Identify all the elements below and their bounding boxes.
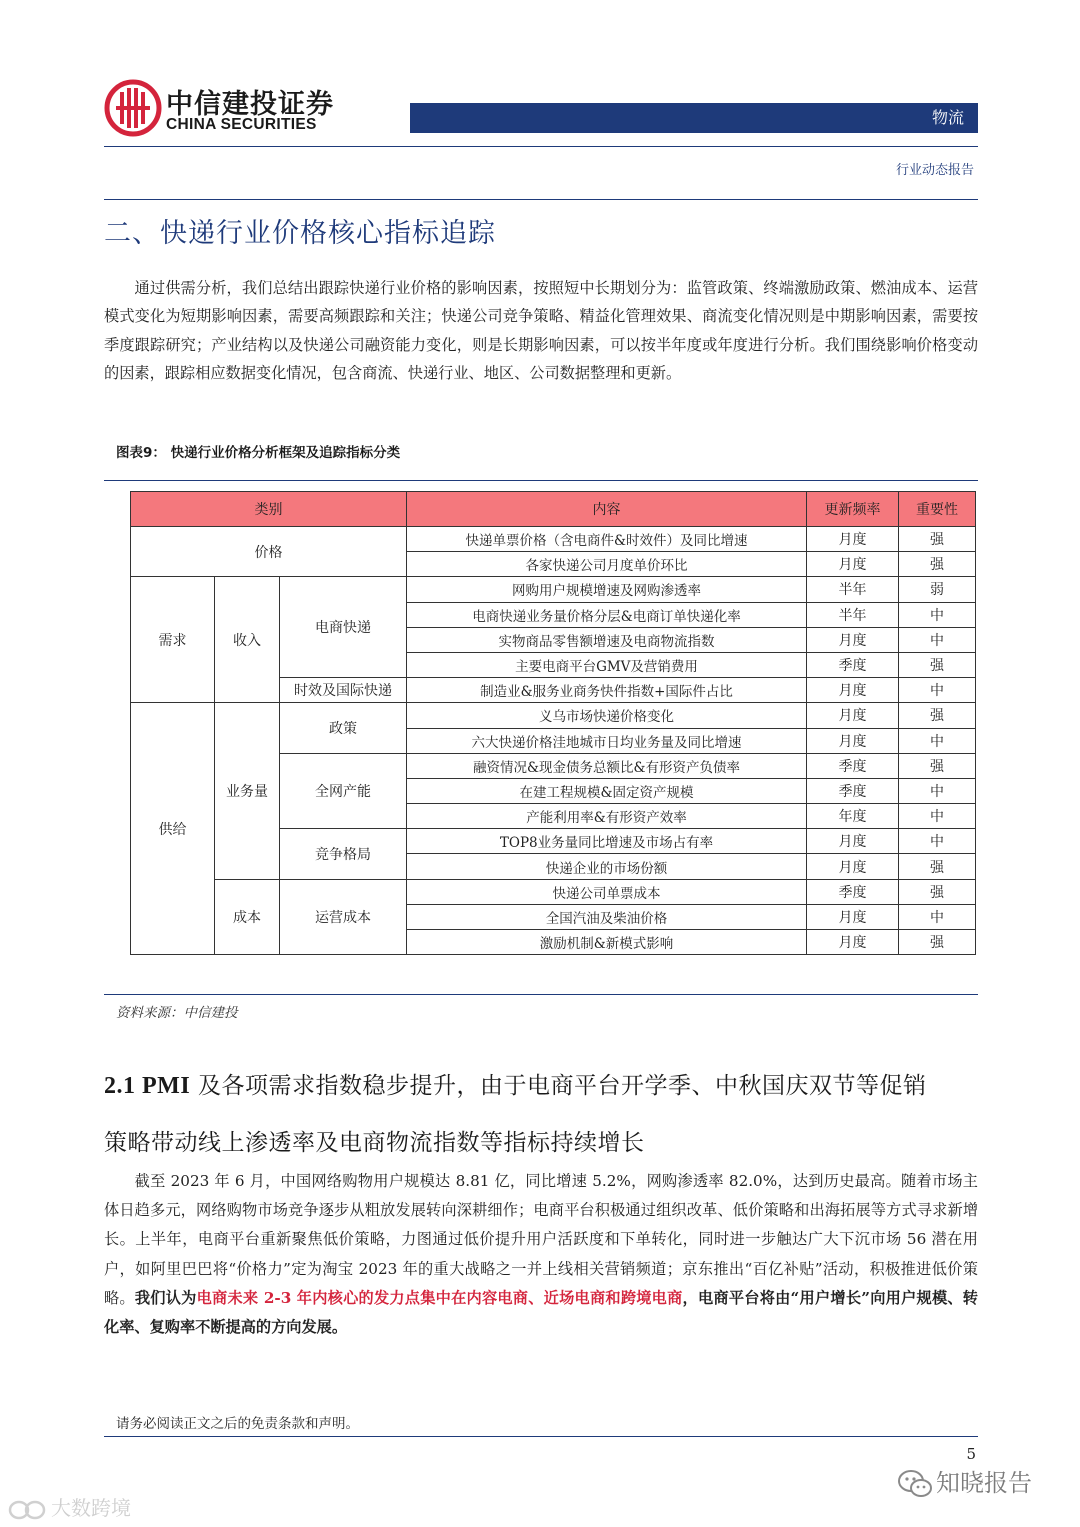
row-importance: 中 [899,778,976,803]
row-importance: 中 [899,728,976,753]
category-competition: 竞争格局 [280,829,407,879]
category-ecom-express: 电商快递 [280,577,407,678]
subsection-title-line1 [104,1067,978,1100]
body-plain: 截至 2023 年 6 月，中国网络购物用户规模达 8.81 亿，同比增速 5.2%，网购渗透率 82.0%，达到历史最高。随着市场主体日趋多元，网络购物市场竞争逐步从粗放发展转向深耕细作；电商平台积极通过组织改革、低价策略和出海拓展等方式寻求新增长。上半年，电商平台重新聚焦低价策略，力图通过低价提升用户活跃度和下单转化，同时进一步触达广大下沉市场 56 潜在用户，如阿里巴巴将“价格力”定为淘宝 2023 年的重大战略之一并上线相关营销频道；京东推出“百亿补贴”活动，积极推进低价策略。 [104,1172,978,1307]
body-bold-tail: ，电商平台将由“用户增长”向用户规模、转化率、复购率不断提高的方向发展。 [104,1288,978,1337]
watermark-right-text: 知晓报告 [936,1469,1032,1497]
category-policy: 政策 [280,703,407,753]
category-income: 收入 [215,577,280,703]
china-securities-emblem-icon [104,78,162,138]
row-content: 主要电商平台GMV及营销费用 [407,652,807,677]
row-content: 在建工程规模&固定资产规模 [407,778,807,803]
row-importance: 强 [899,930,976,955]
category-cost: 成本 [215,879,280,955]
header-divider-2 [104,199,978,200]
subsection-number: 2.1 PMI [104,1073,191,1099]
table-header-row [131,492,976,527]
footer-divider [104,1436,978,1437]
table-row [131,527,976,552]
category-supply: 供给 [131,703,215,955]
row-frequency: 月度 [807,527,899,552]
row-frequency: 月度 [807,904,899,929]
indicator-table [130,491,976,955]
logo-chinese-name: 中信建投证券 [166,89,334,120]
row-content: 各家快递公司月度单价环比 [407,552,807,577]
row-frequency: 月度 [807,627,899,652]
report-type: 行业动态报告 [895,163,974,178]
row-frequency: 季度 [807,879,899,904]
category-price: 价格 [131,527,407,577]
body-bold-lead: 我们认为 [134,1288,197,1307]
row-content: 制造业&服务业商务快件指数+国际件占比 [407,678,807,703]
row-importance: 强 [899,527,976,552]
watermark-left [8,1492,131,1521]
subsection-paragraph [104,1167,978,1342]
row-content: 网购用户规模增速及网购渗透率 [407,577,807,602]
row-importance: 强 [899,879,976,904]
company-logo [104,78,340,140]
row-content: 义乌市场快递价格变化 [407,703,807,728]
row-frequency: 季度 [807,652,899,677]
intro-paragraph [104,274,978,388]
row-frequency: 月度 [807,703,899,728]
row-content: 激励机制&新模式影响 [407,930,807,955]
row-content: 融资情况&现金债务总额比&有形资产负债率 [407,753,807,778]
page-number: 5 [966,1445,976,1463]
row-content: 六大快递价格洼地城市日均业务量及同比增速 [407,728,807,753]
category-intl-express: 时效及国际快递 [280,678,407,703]
row-importance: 强 [899,854,976,879]
row-content: 快递企业的市场份额 [407,854,807,879]
wechat-icon [898,1469,932,1499]
intro-text: 通过供需分析，我们总结出跟踪快递行业价格的影响因素，按照短中长期划分为：监管政策、终端激励政策、燃油成本、运营模式变化为短期影响因素，需要高频跟踪和关注；快递公司竞争策略、精益化管理效果、商流变化情况则是中期影响因素，需要按季度跟踪研究；产业结构以及快递公司融资能力变化，则是长期影响因素，可以按半年度或年度进行分析。我们围绕影响价格变动的因素，跟踪相应数据变化情况，包含商流、快递行业、地区、公司数据整理和更新。 [104,279,978,383]
header-divider [104,146,978,147]
row-frequency: 半年 [807,602,899,627]
row-importance: 弱 [899,577,976,602]
category-volume: 业务量 [215,703,280,879]
row-importance: 中 [899,602,976,627]
row-importance: 中 [899,829,976,854]
figure-source: 资料来源：中信建投 [116,1005,238,1021]
row-importance: 中 [899,678,976,703]
watermark-left-text: 大数跨境 [51,1496,131,1520]
row-importance: 强 [899,703,976,728]
header-frequency: 更新频率 [807,492,899,527]
row-frequency: 季度 [807,778,899,803]
header-content: 内容 [407,492,807,527]
table-row [131,577,976,602]
row-importance: 中 [899,904,976,929]
section-title: 二、快递行业价格核心指标追踪 [104,218,496,249]
category-demand: 需求 [131,577,215,703]
row-frequency: 半年 [807,577,899,602]
row-importance: 中 [899,804,976,829]
watermark-right [898,1463,1032,1499]
row-importance: 强 [899,552,976,577]
row-content: 快递单票价格（含电商件&时效件）及同比增速 [407,527,807,552]
row-importance: 强 [899,652,976,677]
row-frequency: 月度 [807,678,899,703]
row-frequency: 季度 [807,753,899,778]
header-category: 类别 [131,492,407,527]
table-row [131,879,976,904]
brand-loop-icon [8,1499,48,1521]
figure-caption: 图表9： 快递行业价格分析框架及追踪指标分类 [116,445,401,461]
row-content: 产能利用率&有形资产效率 [407,804,807,829]
row-content: 快递公司单票成本 [407,879,807,904]
row-frequency: 月度 [807,829,899,854]
category-capacity: 全网产能 [280,753,407,829]
row-content: TOP8业务量同比增速及市场占有率 [407,829,807,854]
header-importance: 重要性 [899,492,976,527]
subsection-title-a: 及各项需求指数稳步提升，由于电商平台开学季、中秋国庆双节等促销 [190,1073,927,1099]
subsection-title-line2: 策略带动线上渗透率及电商物流指数等指标持续增长 [104,1130,645,1156]
row-frequency: 年度 [807,804,899,829]
disclaimer: 请务必阅读正文之后的免责条款和声明。 [116,1416,359,1432]
table-row [131,703,976,728]
row-content: 全国汽油及柴油价格 [407,904,807,929]
category-operating-cost: 运营成本 [280,879,407,955]
row-frequency: 月度 [807,854,899,879]
sector-label: 物流 [410,103,978,133]
row-content: 电商快递业务量价格分层&电商订单快递化率 [407,602,807,627]
body-highlight: 电商未来 2-3 年内核心的发力点集中在内容电商、近场电商和跨境电商 [196,1288,683,1307]
row-frequency: 月度 [807,930,899,955]
row-importance: 强 [899,753,976,778]
row-frequency: 月度 [807,552,899,577]
row-importance: 中 [899,627,976,652]
row-content: 实物商品零售额增速及电商物流指数 [407,627,807,652]
figure-bottom-rule [104,994,978,995]
row-frequency: 月度 [807,728,899,753]
figure-top-rule [104,480,978,481]
logo-english-name: CHINA SECURITIES [166,116,317,133]
